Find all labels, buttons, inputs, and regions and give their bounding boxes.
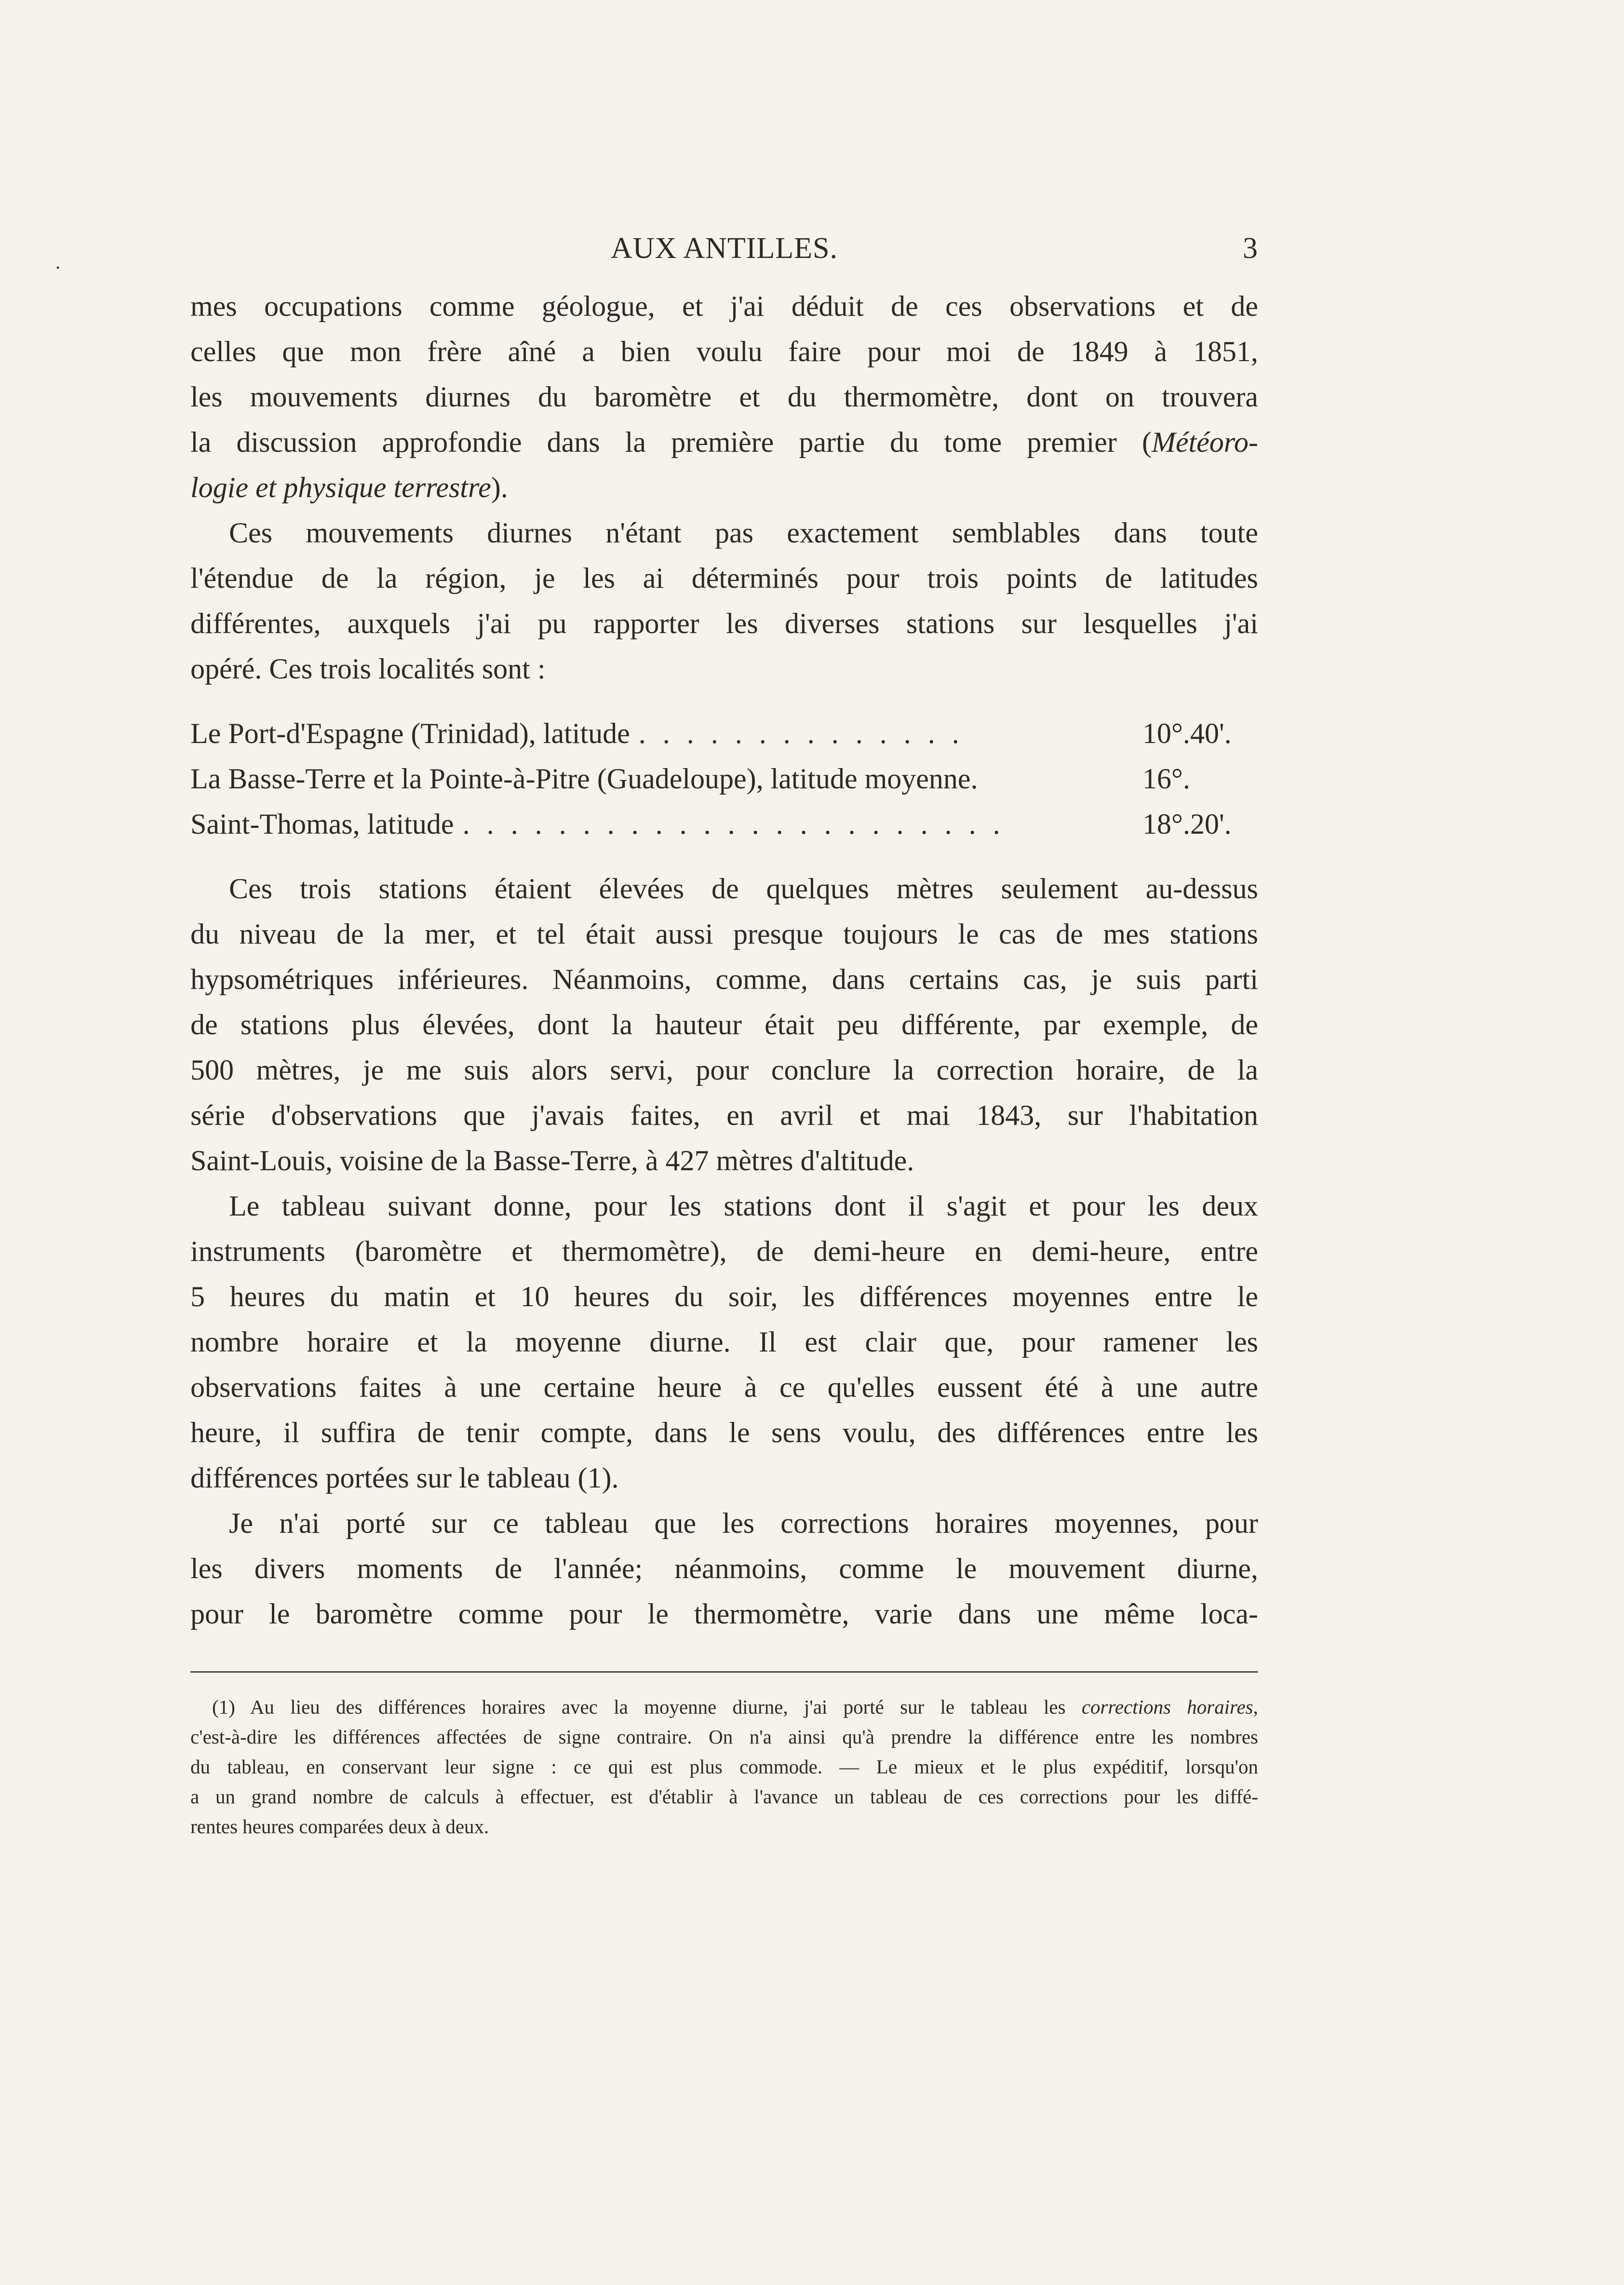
body-line: de stations plus élevées, dont la hauteur était peu différente, par exemple, de [190,1009,1258,1041]
body-line: différentes, auxquels j'ai pu rapporter les diverses stations sur lesquelles j'ai [190,608,1258,639]
footnote-line: du tableau, en conservant leur signe : ce qui est plus commode. — Le mieux et le plus expéditif, lorsqu'on [190,1756,1258,1778]
footnote-line: rentes heures comparées deux à deux. [190,1815,489,1838]
footnote-line [190,1692,1258,1722]
body-text: ). [491,472,508,503]
footnote [190,1692,1258,1841]
station-name: Le Port-d'Espagne (Trinidad), latitude [190,717,630,749]
page-text [55,231,1258,1841]
dot-leader: . . . . . . . . . . . . . . . . . . . . . . . [462,808,1005,840]
body-line: différences portées sur le tableau (1). [190,1462,619,1494]
body-line: celles que mon frère aîné a bien voulu faire pour moi de 1849 à 1851, [190,336,1258,367]
stray-mark: . [55,251,61,273]
body-line: du niveau de la mer, et tel était aussi presque toujours le cas de mes stations [190,918,1258,950]
paragraph-2 [190,510,1258,691]
body-line: opéré. Ces trois localités sont : [190,653,546,685]
paragraph-3 [190,866,1258,1183]
body-line: Je n'ai porté sur ce tableau que les corrections horaires moyennes, pour [229,1507,1258,1539]
paragraph-5 [190,1501,1258,1636]
body-line [190,419,1258,465]
body-line: série d'observations que j'avais faites, en avril et mai 1843, sur l'habitation [190,1099,1258,1131]
footnote-text: , [1253,1696,1258,1718]
latitude-list [190,711,1258,847]
footnote-italic: corrections horaires [1081,1696,1253,1718]
station-name: Saint-Thomas, latitude [190,808,454,840]
page-number: 3 [1243,232,1258,265]
body-line: instruments (baromètre et thermomètre), de demi-heure en demi-heure, entre [190,1235,1258,1267]
latitude-value: 10°.40'. [1142,717,1232,749]
footnote-rule [190,1671,1258,1673]
paragraph-4 [190,1183,1258,1501]
latitude-row [190,801,1258,847]
latitude-value: 18°.20'. [1142,808,1232,840]
italic-title-part: Météoro- [1151,426,1258,458]
body-text: la discussion approfondie dans la première partie du tome premier ( [190,426,1152,458]
body-line: les mouvements diurnes du baromètre et du thermomètre, dont on trouvera [190,381,1258,413]
body-line: Ces trois stations étaient élevées de quelques mètres seulement au-dessus [229,873,1258,905]
running-title: AUX ANTILLES. [610,232,838,265]
latitude-value: 16°. [1142,763,1190,795]
paragraph-1 [190,284,1258,510]
body-line: 500 mètres, je me suis alors servi, pour conclure la correction horaire, de la [190,1054,1258,1086]
body-line: les divers moments de l'année; néanmoins, comme le mouvement diurne, [190,1553,1258,1584]
body-line: Saint-Louis, voisine de la Basse-Terre, à 427 mètres d'altitude. [190,1145,914,1176]
body-line: Ces mouvements diurnes n'étant pas exactement semblables dans toute [229,517,1258,549]
body-line [190,465,1258,510]
footnote-line: c'est-à-dire les différences affectées de signe contraire. On n'a ainsi qu'à prendre la différence entre les nombres [190,1726,1258,1748]
body-line: heure, il suffira de tenir compte, dans le sens voulu, des différences entre les [190,1417,1258,1448]
latitude-row [190,711,1258,756]
running-header [55,231,1258,275]
station-name: La Basse-Terre et la Pointe-à-Pitre (Guadeloupe), latitude moyenne. [190,763,978,795]
body-line: 5 heures du matin et 10 heures du soir, les différences moyennes entre le [190,1281,1258,1312]
dot-leader: . . . . . . . . . . . . . . [638,717,964,749]
latitude-row [190,756,1258,801]
body-line: hypsométriques inférieures. Néanmoins, comme, dans certains cas, je suis parti [190,963,1258,995]
body-line: nombre horaire et la moyenne diurne. Il est clair que, pour ramener les [190,1326,1258,1358]
body-line: pour le baromètre comme pour le thermomètre, varie dans une même loca- [190,1598,1258,1630]
footnote-line: a un grand nombre de calculs à effectuer, est d'établir à l'avance un tableau de ces corrections pour les diffé- [190,1785,1258,1808]
footnote-text: (1) Au lieu des différences horaires avec la moyenne diurne, j'ai porté sur le tableau les [212,1696,1066,1718]
body-line: observations faites à une certaine heure à ce qu'elles eussent été à une autre [190,1371,1258,1403]
body-line: mes occupations comme géologue, et j'ai déduit de ces observations et de [190,290,1258,322]
italic-title-part: logie et physique terrestre [190,472,491,503]
body-line: l'étendue de la région, je les ai déterminés pour trois points de latitudes [190,562,1258,594]
body-line: Le tableau suivant donne, pour les stations dont il s'agit et pour les deux [229,1190,1258,1222]
